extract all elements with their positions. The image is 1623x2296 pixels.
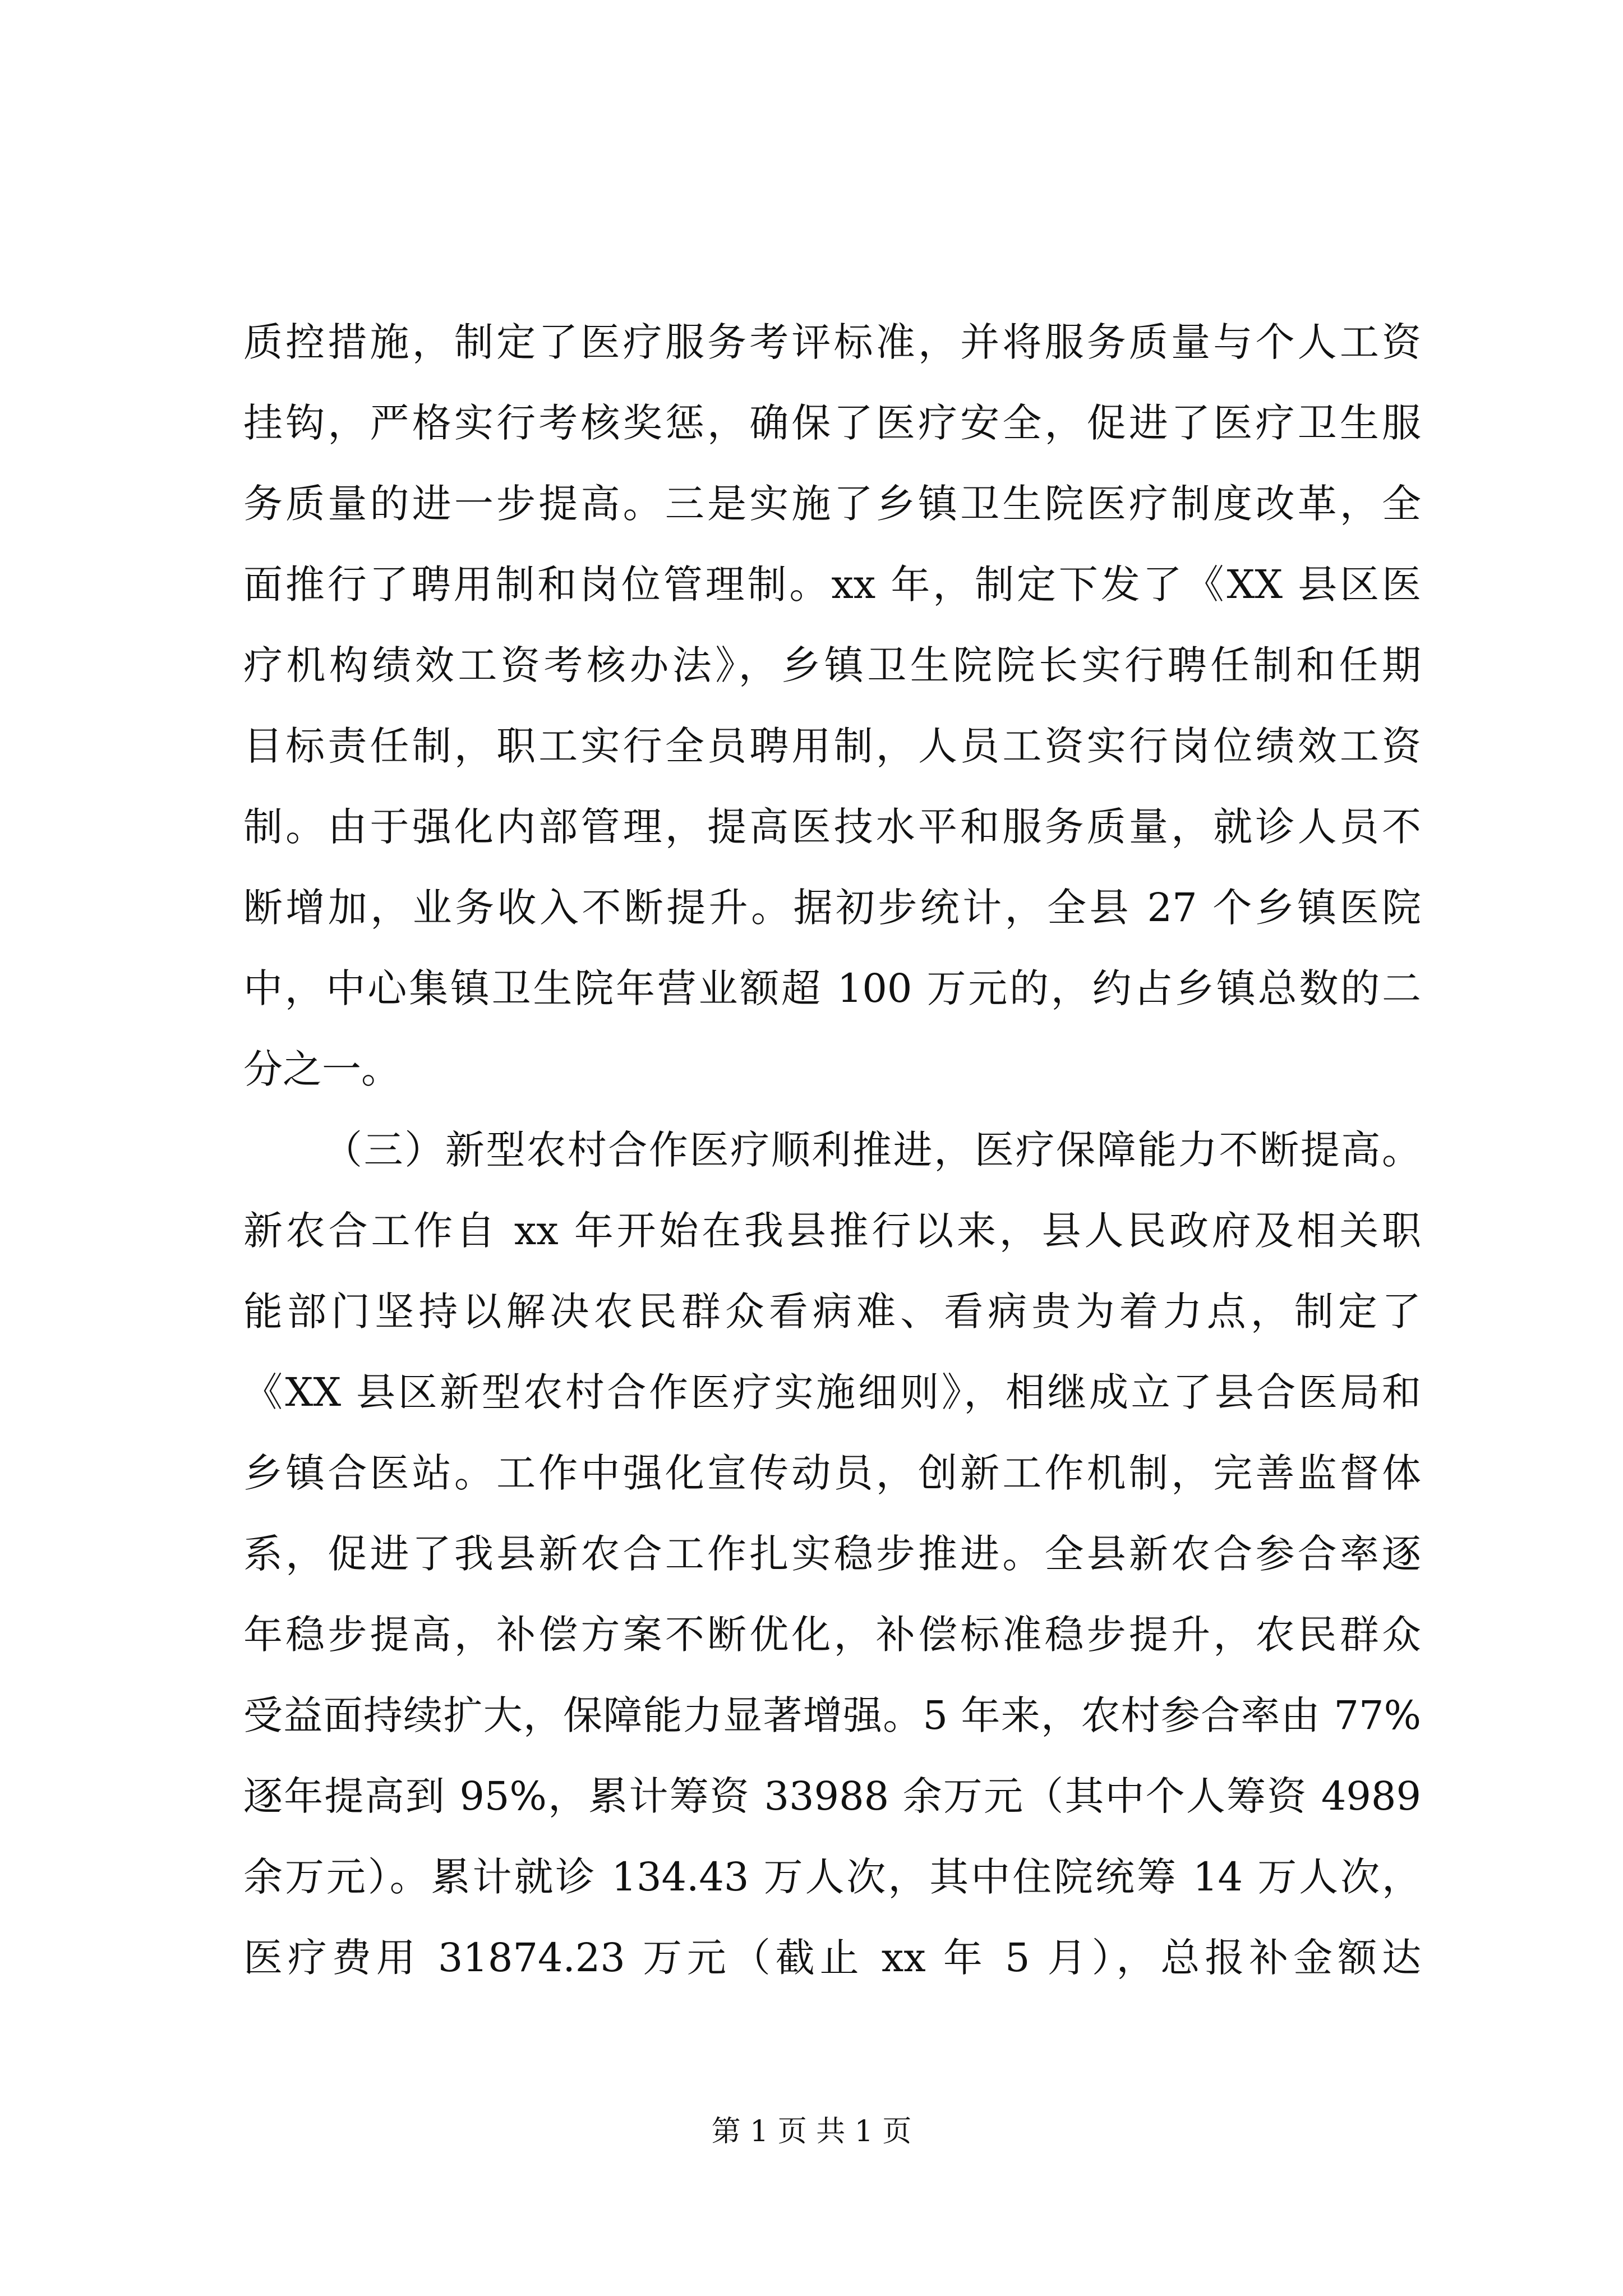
text-line: 新农合工作自 xx 年开始在我县推行以来，县人民政府及相关职 <box>243 1208 1421 1254</box>
text-line: 目标责任制，职工实行全员聘用制，人员工资实行岗位绩效工资 <box>243 723 1421 769</box>
text-line: 逐年提高到 95%，累计筹资 33988 余万元（其中个人筹资 4989 <box>243 1773 1421 1819</box>
section-heading-line: （三）新型农村合作医疗顺利推进，医疗保障能力不断提高。 <box>323 1127 1421 1173</box>
text-line: 疗机构绩效工资考核办法》，乡镇卫生院院长实行聘任制和任期 <box>243 642 1421 688</box>
text-line: 年稳步提高，补偿方案不断优化，补偿标准稳步提升，农民群众 <box>243 1612 1421 1658</box>
text-line: 受益面持续扩大，保障能力显著增强。5 年来，农村参合率由 77% <box>243 1692 1421 1738</box>
paragraph-end-line: 分之一。 <box>243 1046 400 1092</box>
page-number-label: 第 1 页 共 1 页 <box>711 2115 912 2148</box>
text-line: 能部门坚持以解决农民群众看病难、看病贵为着力点，制定了 <box>243 1289 1421 1335</box>
text-line: 面推行了聘用制和岗位管理制。xx 年，制定下发了《XX 县区医 <box>243 562 1421 608</box>
text-line: 务质量的进一步提高。三是实施了乡镇卫生院医疗制度改革，全 <box>243 481 1421 527</box>
text-line: 中，中心集镇卫生院年营业额超 100 万元的，约占乡镇总数的二 <box>243 965 1421 1011</box>
text-line: 系，促进了我县新农合工作扎实稳步推进。全县新农合参合率逐 <box>243 1531 1421 1577</box>
document-body <box>243 302 1421 1998</box>
text-line: 医疗费用 31874.23 万元（截止 xx 年 5 月），总报补金额达 <box>243 1935 1421 1981</box>
text-line: 余万元）。累计就诊 134.43 万人次，其中住院统筹 14 万人次， <box>243 1854 1421 1900</box>
text-line: 乡镇合医站。工作中强化宣传动员，创新工作机制，完善监督体 <box>243 1450 1421 1496</box>
text-line: 质控措施，制定了医疗服务考评标准，并将服务质量与个人工资 <box>243 319 1421 365</box>
text-line: 制。由于强化内部管理，提高医技水平和服务质量，就诊人员不 <box>243 804 1421 850</box>
text-line: 挂钩，严格实行考核奖惩，确保了医疗安全，促进了医疗卫生服 <box>243 400 1421 446</box>
page-footer <box>0 2115 1623 2148</box>
text-line: 《XX 县区新型农村合作医疗实施细则》，相继成立了县合医局和 <box>243 1369 1421 1415</box>
text-line: 断增加，业务收入不断提升。据初步统计，全县 27 个乡镇医院 <box>243 885 1421 931</box>
